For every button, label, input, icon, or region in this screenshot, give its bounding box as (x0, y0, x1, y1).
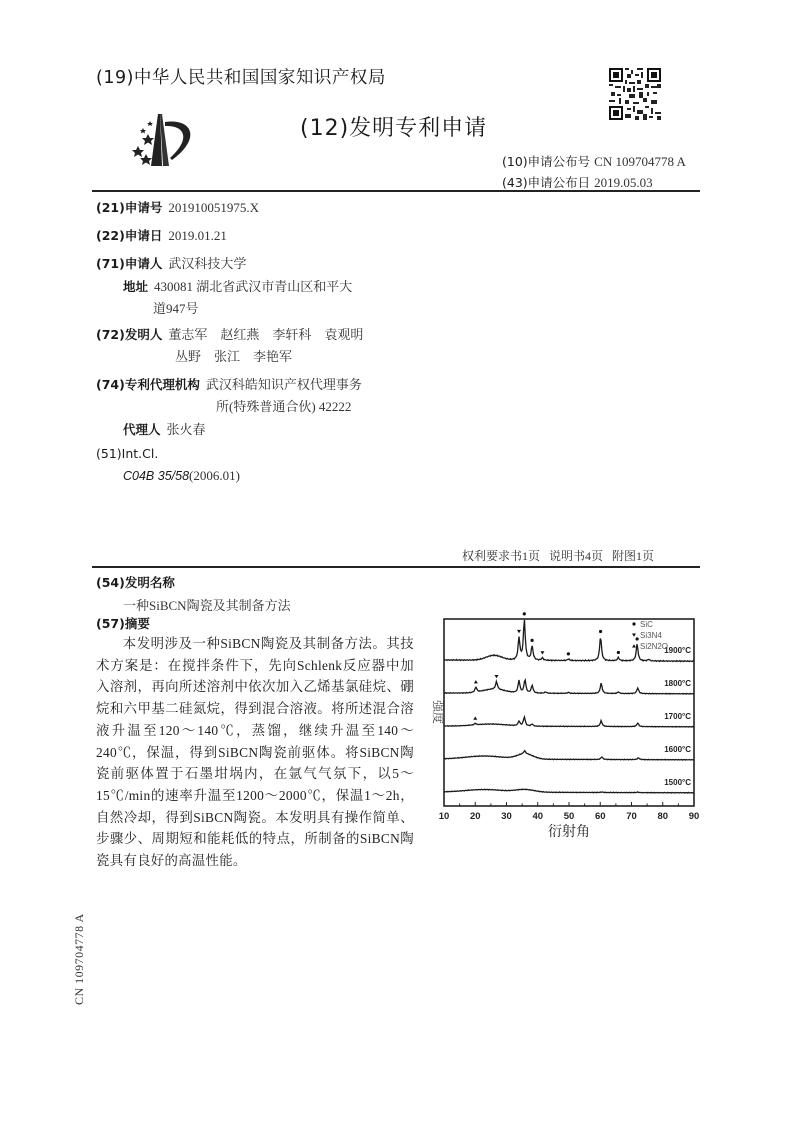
xrd-chart-svg (412, 612, 712, 840)
phase-marker (495, 675, 499, 678)
side-publication-number: CN 109704778 A (72, 913, 86, 1005)
agent-field (123, 419, 206, 438)
agency-line-1: 武汉科皓知识产权代理事务 (205, 377, 362, 392)
phase-marker (517, 630, 521, 633)
series-label: 1900°C (664, 646, 691, 655)
legend-label: SiC (640, 620, 653, 629)
address-label: 地址 (123, 279, 149, 294)
publication-number-label: (10)申请公布号 (502, 154, 591, 169)
series-label: 1500°C (664, 778, 691, 787)
header-divider (92, 190, 700, 192)
inventors-line-1: 董志军 赵红燕 李轩科 袁观明 (168, 327, 364, 342)
xrd-series-line (444, 789, 694, 793)
y-axis-label: 强度 (431, 699, 445, 725)
invention-title: 一种SiBCN陶瓷及其制备方法 (123, 598, 291, 613)
xrd-series-line (444, 751, 694, 760)
application-number: 201910051975.X (168, 200, 259, 215)
intcl-code: C04B 35/58 (123, 469, 190, 483)
agent: 张火春 (166, 422, 206, 437)
agent-label: 代理人 (123, 422, 161, 437)
agency-label: (74)专利代理机构 (96, 377, 200, 392)
abstract-paragraph: 本发明涉及一种SiBCN陶瓷及其制备方法。其技术方案是：在搅拌条件下，先向Schlenk反应器中加入溶剂，再向所述溶剂中依次加入乙烯基氯硅烷、硼烷和六甲基二硅氮烷，得到混合溶液。将所述混合溶液升温至120～140℃，蒸馏，继续升温至140～240℃，保温，得到SiBCN陶瓷前驱体。将SiBCN陶瓷前驱体置于石墨坩埚内，在氩气气氛下，以5～15℃/min的速率升温至1200～2000℃，保温1～2h，自然冷却，得到SiBCN陶瓷。本发明具有操作简单、步骤少、周期短和能耗低的特点，所制备的SiBCN陶瓷具有良好的高温性能。 (96, 636, 414, 869)
xrd-series-line (444, 680, 694, 694)
x-tick-label: 40 (532, 811, 544, 822)
applicant-field (96, 253, 246, 272)
intcl-field (123, 468, 240, 484)
x-axis-label: 衍射角 (548, 825, 590, 840)
x-tick-label: 10 (438, 811, 450, 822)
xrd-series-line (444, 717, 694, 727)
x-tick-label: 90 (688, 811, 700, 822)
phase-marker (474, 680, 478, 683)
application-date: 2019.01.21 (168, 228, 227, 243)
phase-marker (540, 651, 544, 654)
publication-date: 2019.05.03 (594, 175, 653, 190)
x-tick-label: 30 (501, 811, 512, 822)
legend-marker (632, 634, 636, 637)
qr-code-icon[interactable] (609, 68, 661, 120)
publication-date-label: (43)申请公布日 (502, 175, 591, 190)
address-field (123, 276, 352, 295)
abstract-label: (57)摘要 (96, 616, 150, 631)
x-tick-label: 70 (626, 811, 637, 822)
phase-marker (531, 639, 534, 642)
intcl-version: (2006.01) (189, 468, 240, 483)
address-line-1: 430081 湖北省武汉市青山区和平大 (154, 279, 353, 294)
agency-line-2: 所(特殊普通合伙) 42222 (216, 399, 352, 414)
cnipa-logo-icon (128, 108, 208, 178)
series-label: 1800°C (664, 679, 691, 688)
x-tick-label: 60 (594, 811, 606, 822)
document-type-title: (12)发明专利申请 (300, 116, 488, 141)
inventors-line-2: 丛野 张江 李艳军 (175, 349, 293, 364)
application-number-label: (21)申请号 (96, 200, 163, 215)
phase-marker (523, 612, 526, 615)
application-date-field (96, 226, 227, 244)
application-date-label: (22)申请日 (96, 228, 163, 243)
x-tick-label: 80 (657, 811, 669, 822)
publication-date-row (502, 173, 653, 191)
applicant: 武汉科技大学 (168, 256, 247, 271)
series-label: 1600°C (664, 745, 691, 754)
office-name: (19)中华人民共和国国家知识产权局 (96, 68, 386, 88)
applicant-label: (71)申请人 (96, 256, 163, 271)
section-divider (92, 566, 700, 568)
abstract-text (96, 633, 414, 872)
agency-field (96, 374, 362, 393)
phase-marker (599, 630, 602, 633)
phase-marker (567, 652, 570, 655)
address-line-2: 道947号 (153, 301, 199, 316)
legend-label: Si2N2O (640, 642, 669, 651)
legend-label: Si3N4 (640, 631, 662, 640)
invention-title-label: (54)发明名称 (96, 575, 175, 590)
xrd-chart (412, 612, 712, 840)
legend-marker (632, 644, 636, 647)
pages-info: 权利要求书1页 说明书4页 附图1页 (461, 549, 654, 563)
series-label: 1700°C (664, 712, 691, 721)
publication-number-row (502, 152, 686, 170)
application-number-field (96, 198, 259, 216)
inventors-field (96, 324, 363, 343)
intcl-label: (51)Int.Cl. (96, 446, 159, 461)
x-tick-label: 20 (469, 811, 481, 822)
publication-number[interactable]: CN 109704778 A (594, 154, 686, 169)
phase-marker (636, 637, 639, 640)
phase-marker (617, 651, 620, 654)
legend-marker (632, 622, 635, 625)
x-tick-label: 50 (563, 811, 575, 822)
phase-marker (473, 716, 477, 719)
inventors-label: (72)发明人 (96, 327, 163, 342)
